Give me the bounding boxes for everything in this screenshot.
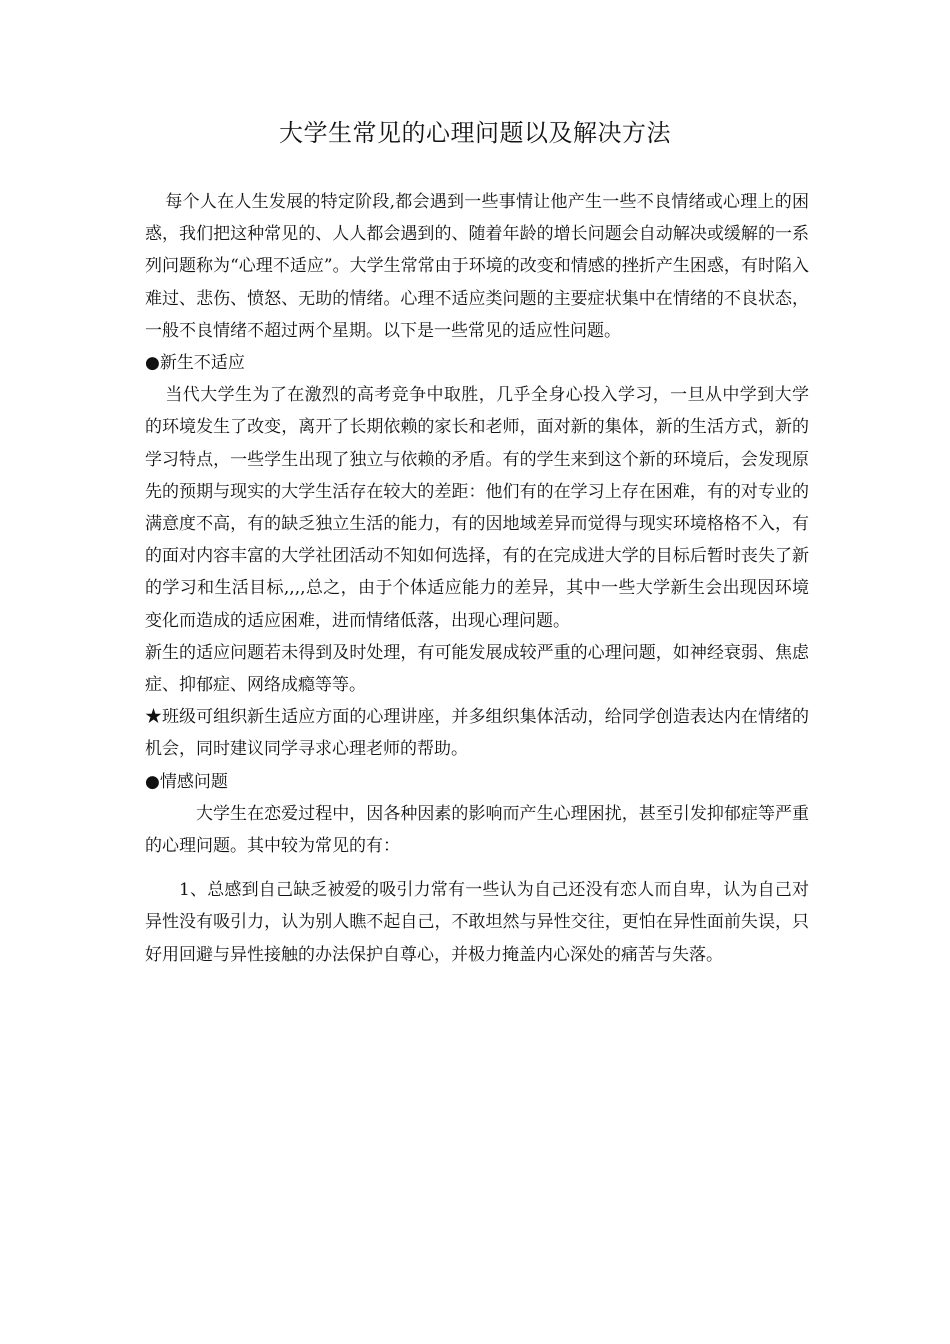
freshman-risk-paragraph: 新生的适应问题若未得到及时处理，有可能发展成较严重的心理问题，如神经衰弱、焦虑症、抑郁症、网络成瘾等等。 — [145, 642, 809, 696]
list-item-1: 1、总感到自己缺乏被爱的吸引力常有一些认为自己还没有恋人而自卑，认为自己对异性没有吸引力，认为别人瞧不起自己，不敢坦然与异性交往，更怕在异性面前失误，只好用回避与异性接触的办法保护自尊心，并极力掩盖内心深处的痛苦与失落。 — [145, 880, 809, 965]
intro-paragraph: 每个人在人生发展的特定阶段,都会遇到一些事情让他产生一些不良情绪或心理上的困惑，我们把这种常见的、人人都会遇到的、随着年龄的增长问题会自动解决或缓解的一系列问题称为“心理不适应”。大学生常常由于环境的改变和情感的挫折产生困惑，有时陷入难过、悲伤、愤怒、无助的情绪。心理不适应类问题的主要症状集中在情绪的不良状态，一般不良情绪不超过两个星期。以下是一些常见的适应性问题。 — [145, 192, 809, 341]
document-body — [145, 186, 809, 971]
emotion-paragraph: 大学生在恋爱过程中，因各种因素的影响而产生心理困扰，甚至引发抑郁症等严重的心理问题。其中较为常见的有： — [145, 803, 809, 857]
freshman-paragraph: 当代大学生为了在激烈的高考竞争中取胜，几乎全身心投入学习，一旦从中学到大学的环境发生了改变，离开了长期依赖的家长和老师，面对新的集体，新的生活方式，新的学习特点，一些学生出现了独立与依赖的矛盾。有的学生来到这个新的环境后，会发现原先的预期与现实的大学生活存在较大的差距：他们有的在学习上存在困难，有的对专业的满意度不高，有的缺乏独立生活的能力，有的因地域差异而觉得与现实环境格格不入，有的面对内容丰富的大学社团活动不知如何选择，有的在完成进大学的目标后暂时丧失了新的学习和生活目标,,,,总之，由于个体适应能力的差异，其中一些大学新生会出现因环境变化而造成的适应困难，进而情绪低落，出现心理问题。 — [145, 385, 809, 631]
freshman-advice-paragraph: ★班级可组织新生适应方面的心理讲座，并多组织集体活动，给同学创造表达内在情绪的机会，同时建议同学寻求心理老师的帮助。 — [145, 707, 809, 760]
document-title: 大学生常见的心理问题以及解决方法 — [279, 119, 671, 147]
section-heading-freshman: ●新生不适应 — [145, 353, 245, 374]
section-heading-emotion: ●情感问题 — [145, 771, 228, 792]
